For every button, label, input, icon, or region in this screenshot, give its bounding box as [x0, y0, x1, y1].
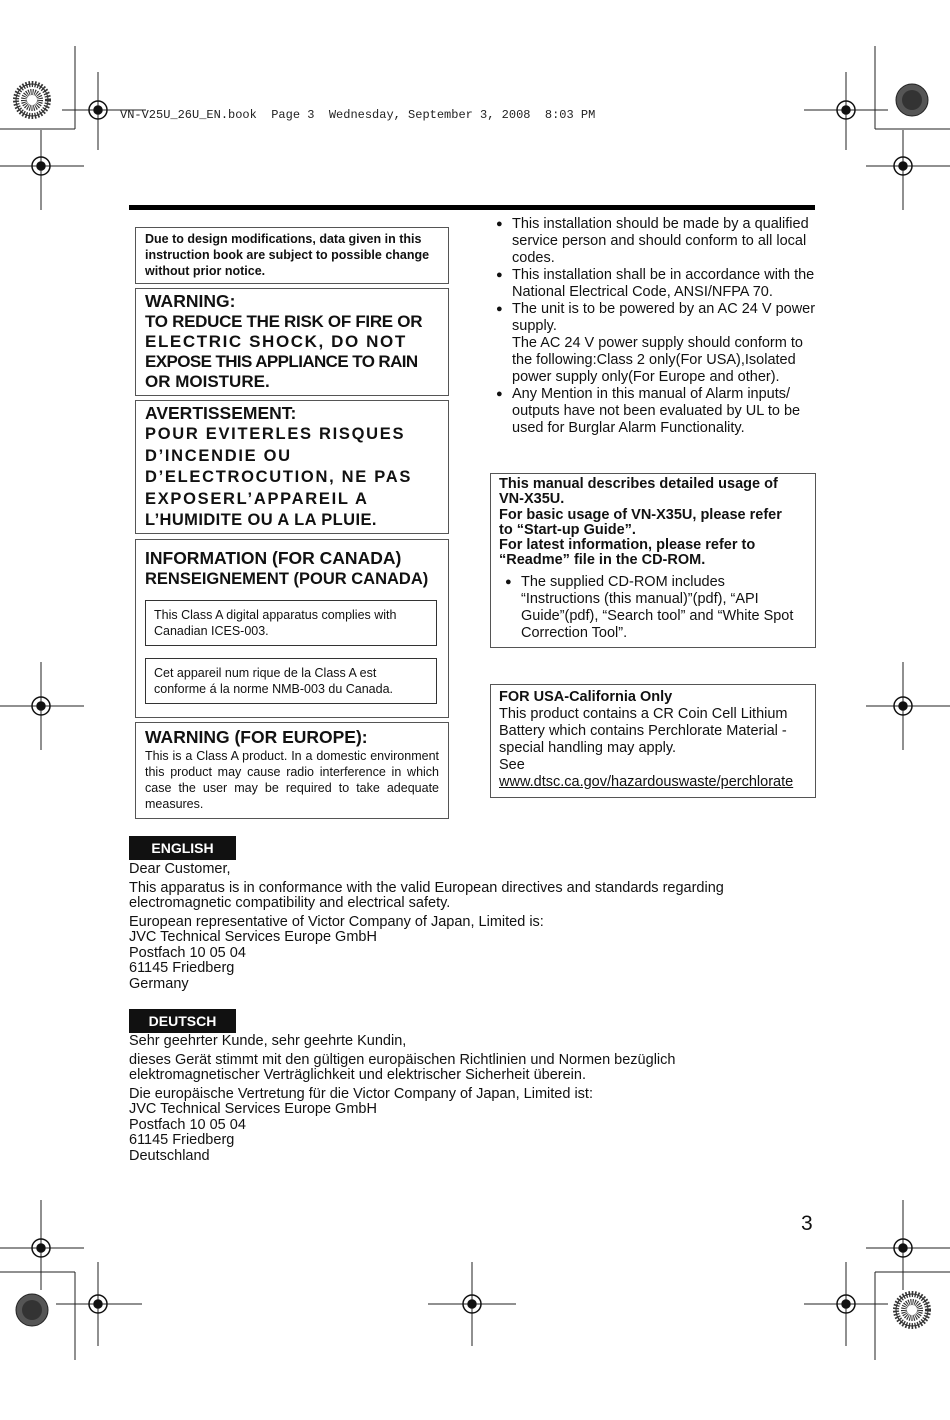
- avertissement-line: POUR EVITERLES RISQUES: [145, 425, 406, 443]
- deutsch-address-line: JVC Technical Services Europe GmbH: [129, 1101, 377, 1117]
- book-header: VN-V25U_26U_EN.book Page 3 Wednesday, September 3, 2008 8:03 PM: [120, 108, 596, 122]
- europe-title: WARNING (FOR EUROPE):: [145, 727, 368, 747]
- california-text: This product contains a CR Coin Cell Lithium Battery which contains Perchlorate Material - special handling may apply.: [499, 706, 788, 756]
- manual-line: This manual describes detailed usage of: [499, 476, 778, 492]
- deutsch-address-line: Postfach 10 05 04: [129, 1116, 246, 1133]
- manual-line: For latest information, please refer to: [499, 537, 756, 554]
- english-address-line: Postfach 10 05 04: [129, 944, 246, 961]
- list-item: ● Any Mention in this manual of Alarm inputs/ outputs have not been evaluated by UL to be used for Burglar Alarm Functionality.: [496, 386, 816, 437]
- avertissement-line: D’ELECTROCUTION, NE PAS: [145, 468, 413, 486]
- warning-title: WARNING:: [145, 291, 236, 311]
- deutsch-para2: Die europäische Vertretung für die Victor Company of Japan, Limited ist:: [129, 1085, 593, 1102]
- canada-box: [135, 539, 449, 718]
- avertissement-line: EXPOSERL’APPAREIL A: [145, 489, 369, 508]
- europe-box: [135, 722, 449, 819]
- english-address-line: JVC Technical Services Europe GmbH: [129, 929, 377, 945]
- perchlorate-link[interactable]: www.dtsc.ca.gov/hazardouswaste/perchlorate: [499, 774, 794, 790]
- english-para2: European representative of Victor Company of Japan, Limited is:: [129, 913, 544, 930]
- california-see: See: [499, 757, 525, 773]
- install-bullets: [496, 216, 816, 437]
- california-title: FOR USA-California Only: [499, 689, 673, 705]
- english-para1: This apparatus is in conformance with the valid European directives and standards regarding electromagnetic compatibility and electrical safety.: [129, 879, 724, 911]
- english-section: [129, 862, 809, 992]
- english-address-line: Germany: [129, 975, 189, 992]
- warning-box: [135, 288, 449, 396]
- english-tag: ENGLISH: [129, 836, 236, 860]
- list-item: ● This installation should be made by a qualified service person and should conform to all local codes.: [496, 216, 816, 267]
- canada-fr-text: Cet appareil num rique de la Class A est conforme á la norme NMB-003 du Canada.: [154, 666, 394, 696]
- english-address-line: 61145 Friedberg: [129, 960, 235, 976]
- warning-line: TO REDUCE THE RISK OF FIRE OR: [145, 312, 423, 331]
- canada-en-box: [145, 600, 437, 646]
- manual-line: VN-X35U.: [499, 491, 565, 508]
- warning-line: OR MOISTURE.: [145, 372, 270, 391]
- manual-box: [490, 473, 816, 648]
- deutsch-tag: DEUTSCH: [129, 1009, 236, 1033]
- page-number: 3: [801, 1212, 813, 1235]
- notice-text: Due to design modifications, data given in this instruction book are subject to possible change without prior notice.: [145, 232, 430, 278]
- list-item: ● The supplied CD-ROM includes “Instructions (this manual)”(pdf), “API Guide”(pdf), “Search tool” and “White Spot Correction Tool”.: [505, 574, 807, 642]
- manual-line: For basic usage of VN-X35U, please refer: [499, 506, 782, 523]
- canada-title-fr: RENSEIGNEMENT (POUR CANADA): [145, 570, 429, 588]
- warning-line: ELECTRIC SHOCK, DO NOT: [145, 332, 407, 351]
- list-item: ● This installation shall be in accordance with the National Electrical Code, ANSI/NFPA 70.: [496, 267, 816, 301]
- canada-title-en: INFORMATION (FOR CANADA): [145, 548, 402, 568]
- canada-en-text: This Class A digital apparatus complies with Canadian ICES-003.: [154, 608, 397, 638]
- california-box: [490, 684, 816, 798]
- avertissement-line: L’HUMIDITE OU A LA PLUIE.: [145, 511, 377, 529]
- manual-line: to “Start-up Guide”.: [499, 521, 636, 538]
- manual-line: “Readme” file in the CD-ROM.: [499, 552, 706, 569]
- avertissement-line: D’INCENDIE OU: [145, 446, 292, 465]
- deutsch-address-line: Deutschland: [129, 1147, 210, 1164]
- deutsch-greeting: Sehr geehrter Kunde, sehr geehrte Kundin,: [129, 1033, 407, 1049]
- deutsch-address-line: 61145 Friedberg: [129, 1132, 235, 1148]
- avertissement-title: AVERTISSEMENT:: [145, 403, 297, 423]
- warning-line: EXPOSE THIS APPLIANCE TO RAIN: [145, 352, 418, 371]
- manual-bullets: [499, 574, 807, 642]
- deutsch-section: [129, 1034, 809, 1164]
- top-rule: [129, 205, 815, 210]
- avertissement-box: [135, 400, 449, 534]
- english-greeting: Dear Customer,: [129, 861, 231, 877]
- deutsch-para1: dieses Gerät stimmt mit den gültigen europäischen Richtlinien und Normen bezüglich elektromagnetischer Verträglichkeit und elektrischer Sicherheit überein.: [129, 1051, 676, 1083]
- europe-text: This is a Class A product. In a domestic environment this product may cause radio interference in which case the user may be required to take adequate measures.: [145, 749, 439, 811]
- list-item: ● The unit is to be powered by an AC 24 V power supply. The AC 24 V power supply should conform to the following:Class 2 only(For USA),Isolated power supply only(For Europe and other).: [496, 301, 816, 386]
- canada-fr-box: [145, 658, 437, 704]
- notice-box: [135, 227, 449, 284]
